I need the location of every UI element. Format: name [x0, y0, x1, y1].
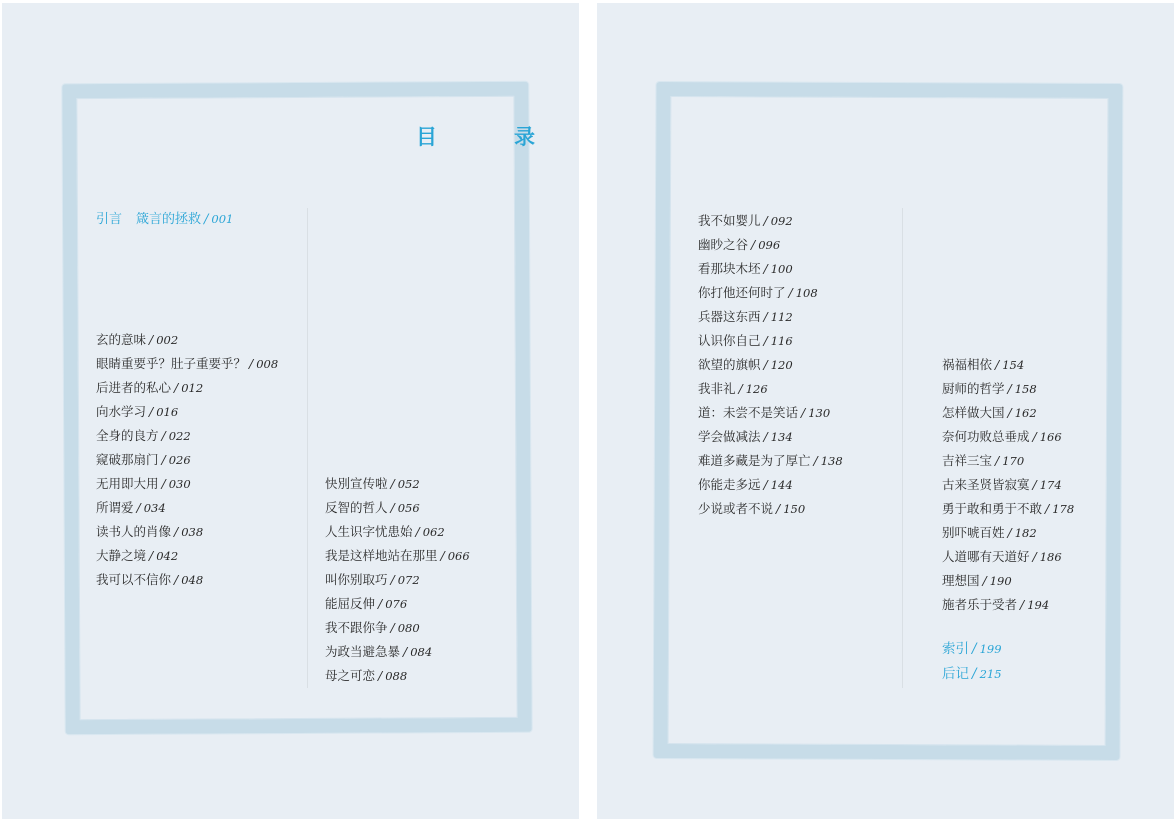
- entry-title: 为政当避急暴: [325, 644, 401, 659]
- page-number: 056: [397, 501, 420, 515]
- page-number: 066: [447, 549, 470, 563]
- toc-page-left: [2, 3, 579, 819]
- entry-separator: /: [390, 500, 395, 515]
- entry-title: 祸福相依: [942, 357, 993, 372]
- entry-separator: /: [1032, 549, 1037, 564]
- entry-title: 索引: [942, 641, 969, 657]
- page-number: 178: [1052, 502, 1075, 516]
- entry-title: 欲望的旗帜: [698, 357, 761, 372]
- page-number: 042: [156, 549, 179, 563]
- entry-separator: /: [390, 476, 395, 491]
- page-number: 001: [211, 212, 234, 226]
- entry-title: 向水学习: [96, 404, 147, 419]
- page-number: 120: [770, 358, 793, 372]
- toc-entry[interactable]: [96, 424, 278, 448]
- entry-separator: /: [149, 404, 154, 419]
- entry-title: 读书人的肖像: [96, 524, 172, 539]
- page-number: 199: [979, 642, 1002, 656]
- entry-title: 我是这样地站在那里: [325, 548, 438, 563]
- toc-entry[interactable]: [942, 473, 1074, 497]
- page-number: 088: [385, 669, 408, 683]
- entry-separator: /: [972, 666, 977, 682]
- entry-title: 厨师的哲学: [942, 381, 1005, 396]
- toc-entry[interactable]: [698, 425, 843, 449]
- toc-entry[interactable]: [698, 377, 843, 401]
- entry-title: 箴言的拯救: [136, 212, 202, 227]
- toc-entry[interactable]: [698, 209, 843, 233]
- page-number: 150: [783, 502, 806, 516]
- toc-entry[interactable]: [942, 593, 1074, 617]
- entry-title: 吉祥三宝: [942, 453, 993, 468]
- toc-back-matter: [942, 637, 1002, 687]
- entry-separator: /: [801, 405, 806, 420]
- toc-entry[interactable]: [96, 352, 278, 376]
- entry-separator: /: [1007, 405, 1012, 420]
- page-number: 100: [770, 262, 793, 276]
- entry-separator: /: [1045, 501, 1050, 516]
- entry-separator: /: [788, 285, 793, 300]
- toc-column: [698, 209, 843, 521]
- entry-title: 幽眇之谷: [698, 237, 749, 252]
- entry-title: 看那块木坯: [698, 261, 761, 276]
- entry-separator: /: [174, 524, 179, 539]
- entry-title: 大静之境: [96, 548, 147, 563]
- page-number: 108: [795, 286, 818, 300]
- toc-entry[interactable]: [96, 520, 278, 544]
- entry-title: 道：未尝不是笑话: [698, 405, 799, 420]
- page-number: 126: [745, 382, 768, 396]
- entry-title: 母之可恋: [325, 668, 376, 683]
- entry-title: 理想国: [942, 573, 980, 588]
- entry-title: 少说或者不说: [698, 501, 774, 516]
- page-number: 016: [156, 405, 179, 419]
- entry-title: 后进者的私心: [96, 380, 172, 395]
- page-number: 084: [410, 645, 433, 659]
- page-number: 008: [256, 357, 279, 371]
- toc-entry[interactable]: [942, 401, 1074, 425]
- intro-label: 引言: [96, 212, 123, 227]
- page-number: 034: [143, 501, 166, 515]
- page-number: 022: [168, 429, 191, 443]
- page-number: 076: [385, 597, 408, 611]
- entry-title: 我不跟你争: [325, 620, 388, 635]
- page-number: 166: [1039, 430, 1062, 444]
- toc-entry[interactable]: [96, 328, 278, 352]
- entry-separator: /: [763, 357, 768, 372]
- entry-title: 眼睛重要乎？肚子重要乎？: [96, 356, 247, 371]
- entry-title: 古来圣贤皆寂寞: [942, 477, 1030, 492]
- entry-title: 你打他还何时了: [698, 285, 786, 300]
- toc-entry[interactable]: [96, 568, 278, 592]
- entry-title: 反智的哲人: [325, 500, 388, 515]
- toc-entry[interactable]: [698, 401, 843, 425]
- column-divider: [307, 208, 308, 688]
- page-number: 052: [397, 477, 420, 491]
- page-number: 038: [181, 525, 204, 539]
- page-number: 158: [1014, 382, 1037, 396]
- page-number: 026: [168, 453, 191, 467]
- entry-title: 认识你自己: [698, 333, 761, 348]
- entry-separator: /: [763, 477, 768, 492]
- entry-separator: /: [1007, 381, 1012, 396]
- entry-title: 无用即大用: [96, 476, 159, 491]
- toc-entry-intro[interactable]: [96, 208, 233, 227]
- entry-title: 后记: [942, 666, 969, 682]
- toc-entry[interactable]: [942, 637, 1002, 662]
- entry-separator: /: [972, 641, 977, 657]
- entry-title: 别吓唬百姓: [942, 525, 1005, 540]
- entry-separator: /: [751, 237, 756, 252]
- toc-entry[interactable]: [325, 616, 470, 640]
- entry-separator: /: [403, 644, 408, 659]
- page-number: 215: [979, 667, 1002, 681]
- toc-entry[interactable]: [96, 448, 278, 472]
- entry-separator: /: [149, 332, 154, 347]
- entry-title: 能屈反伸: [325, 596, 376, 611]
- page-number: 162: [1014, 406, 1037, 420]
- toc-entry[interactable]: [698, 497, 843, 521]
- entry-separator: /: [136, 500, 141, 515]
- toc-entry[interactable]: [325, 592, 470, 616]
- entry-title: 叫你别取巧: [325, 572, 388, 587]
- page-number: 048: [181, 573, 204, 587]
- page-number: 080: [397, 621, 420, 635]
- entry-title: 全身的良方: [96, 428, 159, 443]
- entry-separator: /: [995, 357, 1000, 372]
- page-number: 096: [758, 238, 781, 252]
- entry-separator: /: [390, 572, 395, 587]
- toc-entry[interactable]: [942, 545, 1074, 569]
- entry-separator: /: [738, 381, 743, 396]
- page-number: 002: [156, 333, 179, 347]
- toc-entry[interactable]: [325, 496, 470, 520]
- toc-column: [942, 353, 1074, 617]
- toc-entry[interactable]: [698, 329, 843, 353]
- toc-entry[interactable]: [942, 449, 1074, 473]
- entry-separator: /: [1020, 597, 1025, 612]
- entry-title: 人生识字忧患始: [325, 524, 413, 539]
- toc-entry[interactable]: [96, 472, 278, 496]
- toc-entry[interactable]: [942, 425, 1074, 449]
- entry-separator: /: [390, 620, 395, 635]
- toc-entry[interactable]: [325, 664, 470, 688]
- entry-separator: /: [1032, 429, 1037, 444]
- toc-entry[interactable]: [698, 305, 843, 329]
- page-number: 116: [770, 334, 793, 348]
- toc-entry[interactable]: [698, 281, 843, 305]
- page-number: 144: [770, 478, 793, 492]
- entry-separator: /: [161, 476, 166, 491]
- page-number: 186: [1039, 550, 1062, 564]
- page-number: 170: [1002, 454, 1025, 468]
- page-number: 174: [1039, 478, 1062, 492]
- toc-entry[interactable]: [325, 472, 470, 496]
- entry-title: 我不如婴儿: [698, 213, 761, 228]
- toc-entry[interactable]: [698, 233, 843, 257]
- toc-entry[interactable]: [96, 544, 278, 568]
- toc-entry[interactable]: [698, 473, 843, 497]
- toc-entry[interactable]: [698, 353, 843, 377]
- entry-separator: /: [1007, 525, 1012, 540]
- toc-entry[interactable]: [942, 377, 1074, 401]
- toc-entry[interactable]: [942, 521, 1074, 545]
- entry-title: 人道哪有天道好: [942, 549, 1030, 564]
- entry-separator: /: [813, 453, 818, 468]
- entry-separator: /: [161, 452, 166, 467]
- toc-page-right: [597, 3, 1174, 819]
- entry-title: 快別宣传啦: [325, 476, 388, 491]
- entry-title: 怎样做大国: [942, 405, 1005, 420]
- page-number: 130: [808, 406, 831, 420]
- toc-column: [96, 328, 278, 592]
- entry-title: 施者乐于受者: [942, 597, 1018, 612]
- toc-title: 目 录: [416, 124, 563, 149]
- toc-entry[interactable]: [325, 544, 470, 568]
- toc-entry[interactable]: [942, 353, 1074, 377]
- toc-entry[interactable]: [325, 520, 470, 544]
- page-number: 012: [181, 381, 204, 395]
- entry-separator: /: [378, 596, 383, 611]
- toc-entry[interactable]: [698, 449, 843, 473]
- toc-entry[interactable]: [325, 568, 470, 592]
- page-number: 112: [770, 310, 793, 324]
- page-number: 062: [422, 525, 445, 539]
- entry-separator: /: [995, 453, 1000, 468]
- toc-entry[interactable]: [325, 640, 470, 664]
- entry-title: 勇于敢和勇于不敢: [942, 501, 1043, 516]
- entry-separator: /: [204, 212, 209, 227]
- entry-separator: /: [763, 261, 768, 276]
- page-number: 072: [397, 573, 420, 587]
- entry-title: 窥破那扇门: [96, 452, 159, 467]
- entry-separator: /: [249, 356, 254, 371]
- toc-entry[interactable]: [698, 257, 843, 281]
- entry-separator: /: [174, 380, 179, 395]
- toc-entry[interactable]: [96, 400, 278, 424]
- entry-separator: /: [982, 573, 987, 588]
- entry-separator: /: [776, 501, 781, 516]
- toc-entry[interactable]: [96, 496, 278, 520]
- entry-separator: /: [161, 428, 166, 443]
- toc-entry[interactable]: [96, 376, 278, 400]
- toc-entry[interactable]: [942, 662, 1002, 687]
- entry-title: 我可以不信你: [96, 572, 172, 587]
- entry-separator: /: [763, 309, 768, 324]
- page-number: 092: [770, 214, 793, 228]
- entry-separator: /: [763, 429, 768, 444]
- page-number: 182: [1014, 526, 1037, 540]
- toc-column: [325, 472, 470, 688]
- entry-title: 兵器这东西: [698, 309, 761, 324]
- toc-entry[interactable]: [942, 569, 1074, 593]
- entry-separator: /: [763, 333, 768, 348]
- entry-separator: /: [149, 548, 154, 563]
- page-number: 190: [989, 574, 1012, 588]
- entry-separator: /: [378, 668, 383, 683]
- entry-title: 奈何功败总垂成: [942, 429, 1030, 444]
- entry-title: 所谓爱: [96, 500, 134, 515]
- toc-entry[interactable]: [942, 497, 1074, 521]
- entry-separator: /: [174, 572, 179, 587]
- entry-separator: /: [440, 548, 445, 563]
- page-number: 138: [820, 454, 843, 468]
- entry-title: 玄的意味: [96, 332, 147, 347]
- page-number: 154: [1002, 358, 1025, 372]
- page-number: 194: [1027, 598, 1050, 612]
- entry-separator: /: [415, 524, 420, 539]
- entry-separator: /: [1032, 477, 1037, 492]
- entry-title: 你能走多远: [698, 477, 761, 492]
- page-number: 030: [168, 477, 191, 491]
- page-number: 134: [770, 430, 793, 444]
- entry-separator: /: [763, 213, 768, 228]
- entry-title: 难道多藏是为了厚亡: [698, 453, 811, 468]
- column-divider: [902, 208, 903, 688]
- entry-title: 学会做减法: [698, 429, 761, 444]
- entry-title: 我非礼: [698, 381, 736, 396]
